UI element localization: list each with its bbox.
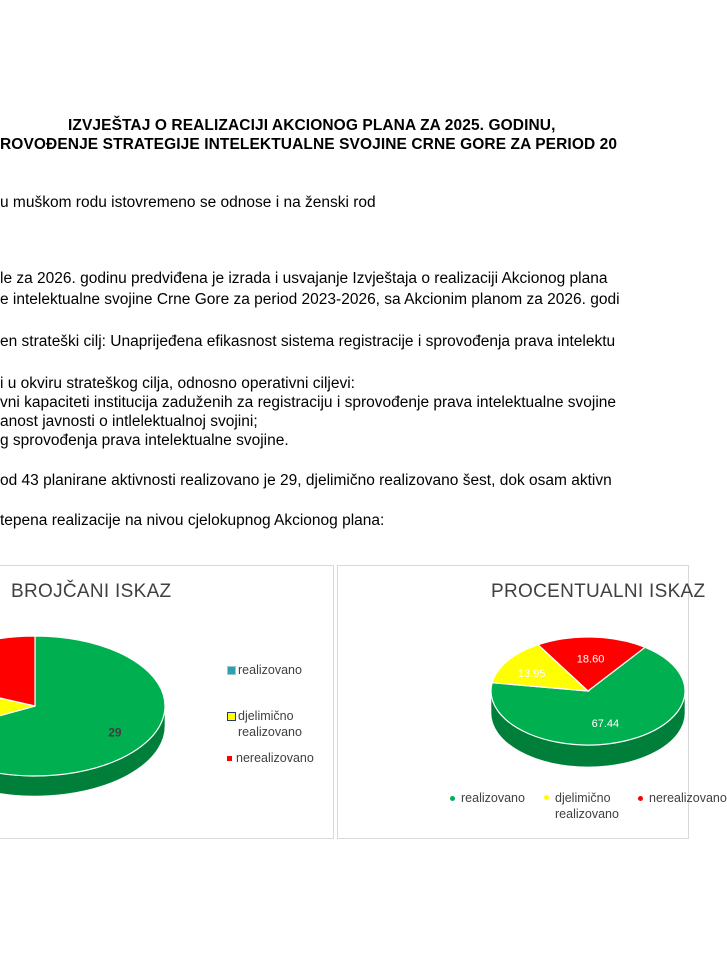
paragraph-operational-goals-intro: i u okviru strateškog cilja, odnosno operativni ciljevi: — [0, 375, 355, 392]
legend-marker-realizovano — [227, 666, 236, 675]
operational-goal-3: g sprovođenja prava intelektualne svojine. — [0, 432, 289, 449]
legend-label-djelimicno: djelimično realizovano — [555, 791, 619, 821]
percent-data-label-0: 67.44 — [591, 717, 620, 730]
chart-count-title: BROJČANI ISKAZ — [11, 581, 172, 602]
paragraph-plan-line-1: le za 2026. godinu predviđena je izrada i usvajanje Izvještaja o realizaciji Akcionog plana — [0, 270, 608, 287]
legend-label-realizovano: realizovano — [461, 791, 525, 805]
legend-realizovano-count — [227, 662, 302, 678]
legend-djelimicno-percent — [544, 790, 625, 822]
report-title-line-1: IZVJEŠTAJ O REALIZACIJI AKCIONOG PLANA ZA 2025. GODINU, — [68, 117, 556, 134]
legend-marker-djelimicno — [544, 795, 549, 800]
legend-label-djelimicno: djelimično realizovano — [238, 709, 302, 739]
paragraph-plan-line-2: e intelektualne svojine Crne Gore za period 2023-2026, sa Akcionim planom za 2026. godi — [0, 291, 620, 308]
chart-percent — [337, 565, 727, 839]
legend-djelimicno-count — [227, 708, 318, 740]
legend-realizovano-percent — [450, 790, 525, 806]
legend-nerealizovano-count — [227, 750, 314, 766]
legend-marker-nerealizovano — [227, 756, 232, 761]
percent-data-label-2: 18.60 — [576, 653, 605, 666]
paragraph-strategic-goal: en strateški cilj: Unaprijeđena efikasnost sistema registracije i sprovođenja prava intelektu — [0, 333, 616, 350]
percent-data-label-1: 13.95 — [517, 667, 546, 680]
legend-marker-realizovano — [450, 796, 455, 801]
chart-count — [0, 565, 334, 839]
legend-label-nerealizovano: nerealizovano — [649, 791, 727, 805]
report-title-line-2: ROVOĐENJE STRATEGIJE INTELEKTUALNE SVOJINE CRNE GORE ZA PERIOD 20 — [0, 136, 618, 153]
chart-percent-title: PROCENTUALNI ISKAZ — [491, 581, 706, 602]
operational-goal-2: anost javnosti o intlelektualnoj svojini; — [0, 413, 258, 430]
operational-goal-1: vni kapaciteti institucija zaduženih za registraciju i sprovođenje prava intelektualne svojine — [0, 394, 617, 411]
legend-marker-djelimicno — [227, 712, 236, 721]
paragraph-chart-intro: tepena realizacije na nivou cjelokupnog Akcionog plana: — [0, 512, 385, 529]
paragraph-gender-note: u muškom rodu istovremeno se odnose i na ženski rod — [0, 194, 376, 211]
legend-label-realizovano: realizovano — [238, 663, 302, 677]
legend-nerealizovano-percent — [638, 790, 727, 806]
legend-label-nerealizovano: nerealizovano — [236, 751, 314, 765]
count-slice-2 — [0, 636, 35, 706]
count-data-label-0: 29 — [108, 725, 122, 740]
chart-count-pie — [0, 566, 333, 838]
paragraph-activities-summary: od 43 planirane aktivnosti realizovano je 29, djelimično realizovano šest, dok osam aktivn — [0, 472, 612, 489]
legend-marker-nerealizovano — [638, 796, 643, 801]
